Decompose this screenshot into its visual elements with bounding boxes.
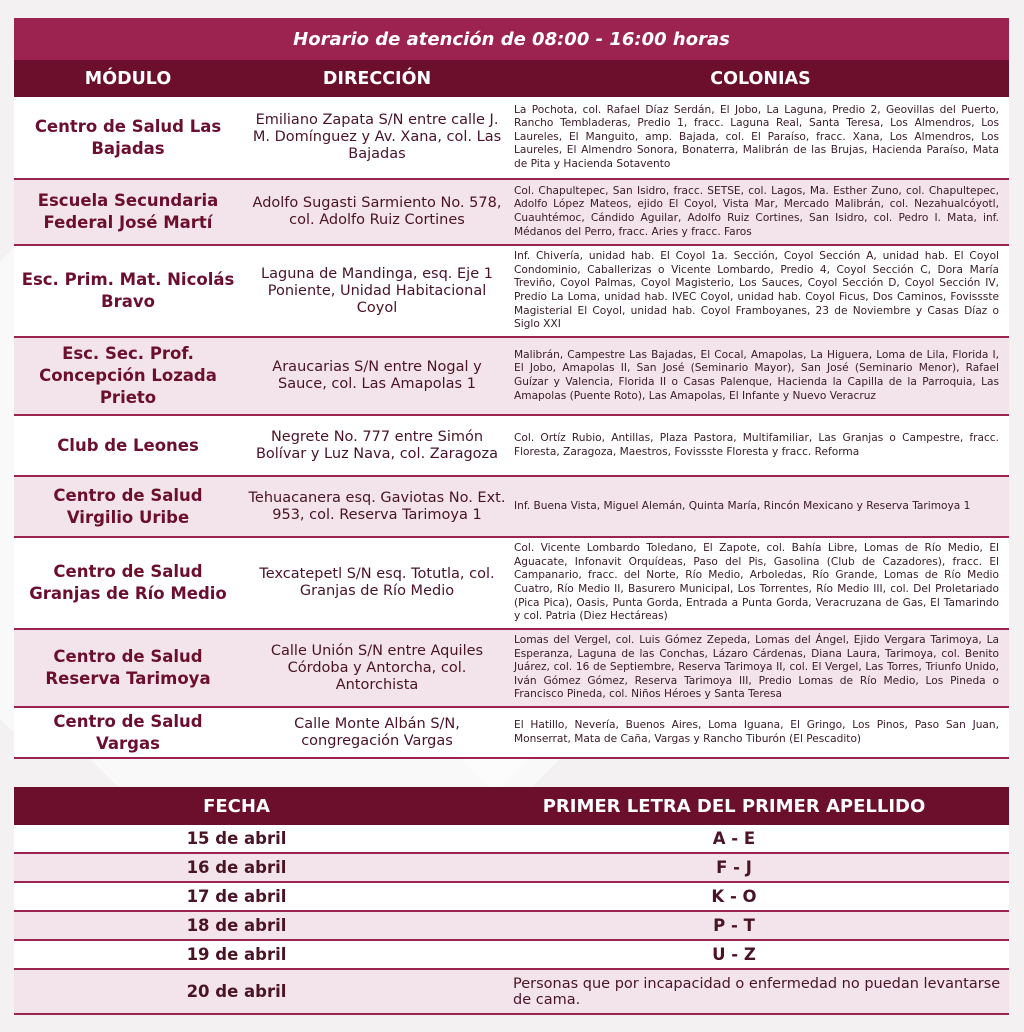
note-cell: Personas que por incapacidad o enfermedad no puedan levantarse de cama. bbox=[513, 975, 1001, 1008]
date-cell: 16 de abril bbox=[186, 858, 287, 877]
header-modulo: MÓDULO bbox=[84, 68, 172, 89]
modulo-cell: Escuela Secundaria Federal José Martí bbox=[37, 191, 219, 232]
header-letra: PRIMER LETRA DEL PRIMER APELLIDO bbox=[542, 795, 926, 817]
modulo-cell: Centro de Salud Las Bajadas bbox=[34, 116, 222, 158]
direccion-cell: Texcatepetl S/N esq. Totutla, col. Granjas de Río Medio bbox=[259, 566, 495, 599]
schedule-banner: Horario de atención de 08:00 - 16:00 horas bbox=[14, 18, 1009, 60]
date-row bbox=[14, 970, 1009, 1015]
colonias-cell: Inf. Chivería, unidad hab. El Coyol 1a. Sección, Coyol Sección A, unidad hab. El Coyol Condominio, Caballerizas o Vicente Lombardo, Predio 4, Coyol Sección C, Dora María Treviño, Coyol Palmas, Coyol Magisterio, Los Sauces, Coyol Sección D, Coyol Sección IV, Predio La Loma, unidad hab. IVEC Coyol, unidad hab. Coyol Ficus, Dos Caminos, Fovissste Magisterial El Coyol, unidad hab. Coyol Framboyanes, 23 de Noviembre y Casas Díaz o Siglo XXI bbox=[514, 250, 999, 331]
modulo-cell: Centro de Salud Reserva Tarimoya bbox=[45, 647, 211, 688]
table-row bbox=[14, 416, 1009, 477]
colonias-cell: Inf. Buena Vista, Miguel Alemán, Quinta María, Rincón Mexicano y Reserva Tarimoya 1 bbox=[514, 499, 971, 512]
modules-table bbox=[14, 18, 1009, 759]
table-row bbox=[14, 97, 1009, 180]
modulo-cell: Esc. Sec. Prof. Concepción Lozada Prieto bbox=[39, 344, 217, 407]
colonias-cell: Col. Chapultepec, San Isidro, fracc. SETSE, col. Lagos, Ma. Esther Zuno, col. Chapultepec, Adolfo López Mateos, ejido El Coyol, Vista Mar, Mercado Malibrán, col. Nezahualcóyotl, Cuauhtémoc, Cándido Aguilar, Adolfo Ruiz Cortines, San Isidro, col. Pedro I. Mata, inf. Médanos del Perro, fracc. Aries y fracc. Faros bbox=[514, 184, 999, 238]
header-direccion: DIRECCIÓN bbox=[322, 68, 432, 89]
header-colonias: COLONIAS bbox=[710, 68, 811, 89]
letter-range-cell: P - T bbox=[713, 916, 755, 935]
dates-header bbox=[14, 787, 1009, 825]
letter-range-cell: K - O bbox=[711, 887, 757, 906]
date-cell: 17 de abril bbox=[186, 887, 287, 906]
direccion-cell: Araucarias S/N entre Nogal y Sauce, col. Las Amapolas 1 bbox=[272, 359, 482, 392]
table-row bbox=[14, 180, 1009, 246]
direccion-cell: Tehuacanera esq. Gaviotas No. Ext. 953, col. Reserva Tarimoya 1 bbox=[248, 489, 506, 523]
date-row bbox=[14, 883, 1009, 912]
letter-range-cell: U - Z bbox=[712, 945, 756, 964]
table-row bbox=[14, 246, 1009, 338]
colonias-cell: La Pochota, col. Rafael Díaz Serdán, El Jobo, La Laguna, Predio 2, Geovillas del Puerto, Rancho Tembladeras, Predio 1, fracc. Laguna Real, Santa Teresa, Los Almendros, Los Laureles, El Manguito, amp. Bajada, col. El Paraíso, fracc. Xana, Los Almendros, Los Laureles, El Almendro Sonora, Bonaterra, Malibrán de las Brujas, Hacienda Paraíso, Mata de Pita y Hacienda Sotavento bbox=[514, 103, 999, 170]
table-row bbox=[14, 630, 1009, 708]
letter-range-cell: A - E bbox=[712, 829, 756, 848]
direccion-cell: Adolfo Sugasti Sarmiento No. 578, col. Adolfo Ruiz Cortines bbox=[252, 195, 502, 228]
date-cell: 15 de abril bbox=[186, 829, 287, 848]
table-row bbox=[14, 338, 1009, 416]
direccion-cell: Negrete No. 777 entre Simón Bolívar y Luz Nava, col. Zaragoza bbox=[255, 428, 499, 462]
modulo-cell: Esc. Prim. Mat. Nicolás Bravo bbox=[21, 270, 235, 311]
colonias-cell: Col. Vicente Lombardo Toledano, El Zapote, col. Bahía Libre, Lomas de Río Medio, El Aguacate, Infonavit Orquídeas, Paso del Pis, Gasolina (Club de Cazadores), fracc. El Campanario, fracc. del Norte, Río Medio, Arboledas, Río Grande, Lomas de Río Medio Cuatro, Río Medio II, Basurero Municipal, Los Torrentes, Río Medio III, col. Del Proletariado (Pica Pica), Oasis, Punta Gorda, Entrada a Punta Gorda, Veracruzana de Gas, El Tamarindo y col. Patria (Diez Hectáreas) bbox=[514, 542, 999, 623]
date-cell: 18 de abril bbox=[186, 916, 287, 935]
table-row bbox=[14, 708, 1009, 759]
modulo-cell: Centro de Salud Virgilio Uribe bbox=[53, 485, 203, 527]
colonias-cell: Col. Ortíz Rubio, Antillas, Plaza Pastora, Multifamiliar, Las Granjas o Campestre, fracc. Floresta, Zaragoza, Maestros, Fovissste Floresta y fracc. Reforma bbox=[514, 431, 999, 458]
modulo-cell: Club de Leones bbox=[57, 435, 199, 455]
dates-table bbox=[14, 787, 1009, 1015]
date-cell: 20 de abril bbox=[186, 982, 287, 1001]
letter-range-cell: F - J bbox=[716, 858, 752, 877]
date-cell: 19 de abril bbox=[186, 945, 287, 964]
direccion-cell: Laguna de Mandinga, esq. Eje 1 Poniente, Unidad Habitacional Coyol bbox=[261, 265, 493, 316]
direccion-cell: Calle Monte Albán S/N, congregación Vargas bbox=[294, 715, 460, 749]
table-header bbox=[14, 60, 1009, 97]
table-row bbox=[14, 538, 1009, 630]
table-row bbox=[14, 477, 1009, 538]
date-row bbox=[14, 854, 1009, 883]
date-row bbox=[14, 825, 1009, 854]
direccion-cell: Calle Unión S/N entre Aquiles Córdoba y Antorcha, col. Antorchista bbox=[270, 642, 484, 693]
modulo-cell: Centro de Salud Vargas bbox=[53, 711, 203, 753]
colonias-cell: El Hatillo, Nevería, Buenos Aires, Loma Iguana, El Gringo, Los Pinos, Paso San Juan, Monserrat, Mata de Caña, Vargas y Rancho Tiburón (El Pescadito) bbox=[514, 718, 999, 745]
date-row bbox=[14, 912, 1009, 941]
header-fecha: FECHA bbox=[203, 795, 270, 817]
direccion-cell: Emiliano Zapata S/N entre calle J. M. Domínguez y Av. Xana, col. Las Bajadas bbox=[252, 112, 502, 162]
colonias-cell: Malibrán, Campestre Las Bajadas, El Cocal, Amapolas, La Higuera, Loma de Lila, Florida I, El Jobo, Amapolas II, San José (Seminario Mayor), San José (Seminario Menor), Rafael Guízar y Valencia, Florida II o Casas Palenque, Hacienda la Capilla de la Parroquia, Las Amapolas (Puente Roto), Las Amapolas, El Infante y Nuevo Veracruz bbox=[514, 348, 999, 402]
modulo-cell: Centro de Salud Granjas de Río Medio bbox=[29, 562, 227, 603]
date-row bbox=[14, 941, 1009, 970]
colonias-cell: Lomas del Vergel, col. Luis Gómez Zepeda, Lomas del Ángel, Ejido Vergara Tarimoya, La Esperanza, Laguna de las Conchas, Lázaro Cárdenas, Diana Laura, Tarimoya, col. Benito Juárez, col. 16 de Septiembre, Reserva Tarimoya II, col. El Vergel, Las Torres, Triunfo Unido, Iván Gómez Gómez, Reserva Tarimoya III, Predio Lomas de Río Medio, Los Pineda o Francisco Pineda, col. Niños Héroes y Santa Teresa bbox=[514, 634, 999, 701]
